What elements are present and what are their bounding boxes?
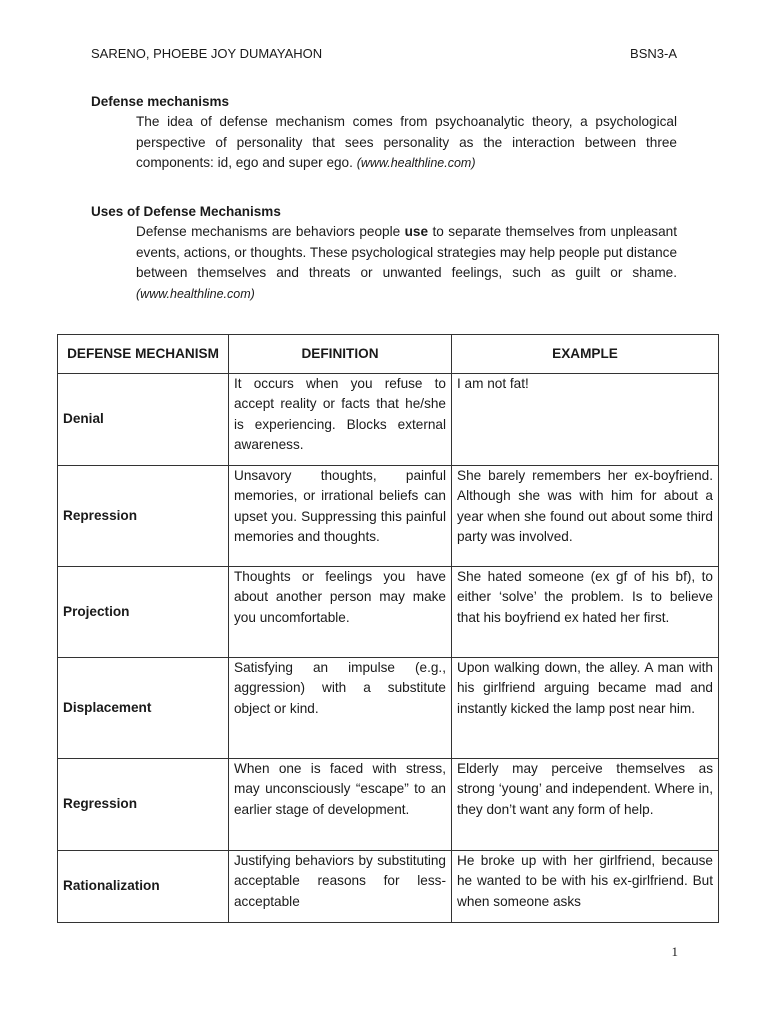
table-row: [58, 658, 719, 759]
header-example: EXAMPLE: [452, 335, 719, 374]
defense-mechanism-table: [57, 334, 719, 923]
author-name: SARENO, PHOEBE JOY DUMAYAHON: [91, 46, 323, 61]
uses-text-after: to separate themselves from unpleasant events, actions, or thoughts. These psychological strategies may help people put distance between themselves and threats or unwanted feelings, such as guilt or shame.: [136, 224, 677, 280]
mechanism-name: Projection: [58, 567, 229, 658]
mechanism-name: Regression: [58, 759, 229, 851]
page-number: 1: [671, 944, 678, 959]
header-mechanism: DEFENSE MECHANISM: [58, 335, 229, 374]
mechanism-name: Rationalization: [58, 851, 229, 923]
mechanism-example: She barely remembers her ex-boyfriend. Although she was with him for about a year when she found out about some third party was involved.: [452, 466, 719, 567]
mechanism-example: She hated someone (ex gf of his bf), to either ‘solve’ the problem. Is to believe that his boyfriend ex hated her first.: [452, 567, 719, 658]
class-section: BSN3-A: [630, 46, 677, 61]
table-header-row: [58, 335, 719, 374]
uses-paragraph: [136, 222, 677, 304]
mechanism-name: Denial: [58, 374, 229, 466]
table-row: [58, 759, 719, 851]
intro-paragraph: [136, 112, 677, 174]
mechanism-definition: When one is faced with stress, may unconsciously “escape” to an earlier stage of development.: [229, 759, 452, 851]
mechanism-definition: Justifying behaviors by substituting acceptable reasons for less-acceptable: [229, 851, 452, 923]
mechanism-example: I am not fat!: [452, 374, 719, 466]
table-row: [58, 567, 719, 658]
uses-title: Uses of Defense Mechanisms: [91, 204, 281, 219]
mechanism-name: Repression: [58, 466, 229, 567]
mechanism-definition: It occurs when you refuse to accept reality or facts that he/she is experiencing. Blocks external awareness.: [229, 374, 452, 466]
mechanism-definition: Thoughts or feelings you have about another person may make you uncomfortable.: [229, 567, 452, 658]
mechanism-definition: Satisfying an impulse (e.g., aggression) with a substitute object or kind.: [229, 658, 452, 759]
intro-source: (www.healthline.com): [356, 156, 476, 170]
header-definition: DEFINITION: [229, 335, 452, 374]
table-row: [58, 851, 719, 923]
mechanism-example: Elderly may perceive themselves as strong ‘young’ and independent. Where in, they don’t want any form of help.: [452, 759, 719, 851]
table-row: [58, 374, 719, 466]
uses-text-before: Defense mechanisms are behaviors people: [136, 224, 405, 239]
intro-text: The idea of defense mechanism comes from psychoanalytic theory, a psychological perspective of personality that sees personality as the interaction between three components: id, ego and super ego.: [136, 114, 677, 170]
mechanism-name: Displacement: [58, 658, 229, 759]
uses-emphasis: use: [404, 224, 429, 239]
intro-title: Defense mechanisms: [91, 94, 230, 109]
mechanism-example: Upon walking down, the alley. A man with his girlfriend arguing became mad and instantly kicked the lamp post near him.: [452, 658, 719, 759]
table-row: [58, 466, 719, 567]
uses-source: (www.healthline.com): [136, 286, 255, 301]
mechanism-definition: Unsavory thoughts, painful memories, or irrational beliefs can upset you. Suppressing this painful memories and thoughts.: [229, 466, 452, 567]
mechanism-example: He broke up with her girlfriend, because he wanted to be with his ex-girlfriend. But when someone asks: [452, 851, 719, 923]
